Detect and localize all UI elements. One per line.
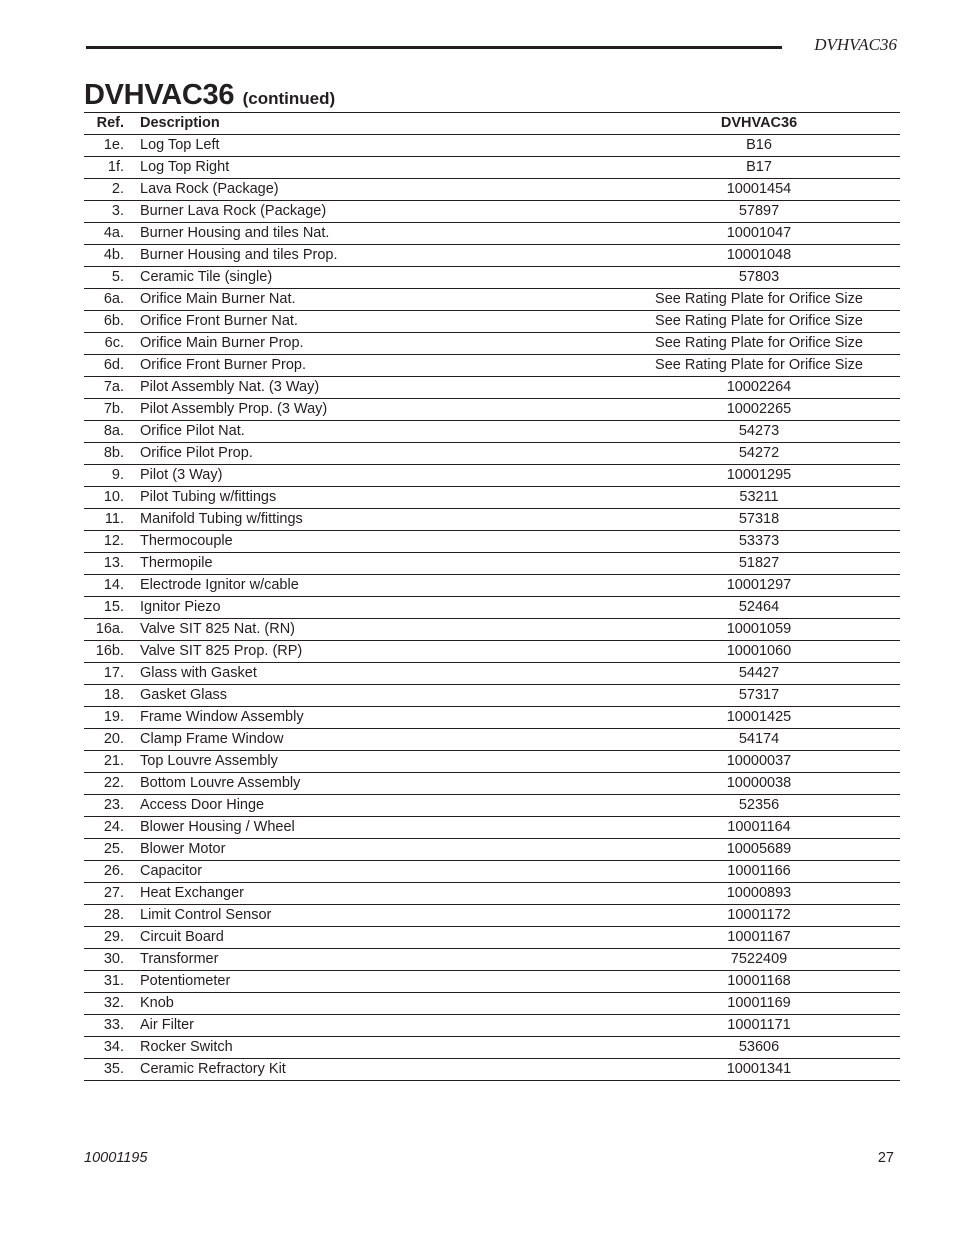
row-part-number: 53606 bbox=[618, 1037, 900, 1059]
row-ref: 25. bbox=[84, 839, 140, 861]
row-part-number: 7522409 bbox=[618, 949, 900, 971]
table-row bbox=[84, 355, 900, 377]
row-description: Blower Housing / Wheel bbox=[140, 817, 618, 839]
row-ref: 2. bbox=[84, 179, 140, 201]
row-ref: 1e. bbox=[84, 135, 140, 157]
row-description: Lava Rock (Package) bbox=[140, 179, 618, 201]
footer-page-number: 27 bbox=[877, 1150, 894, 1166]
table-row bbox=[84, 179, 900, 201]
row-description: Pilot Tubing w/fittings bbox=[140, 487, 618, 509]
row-part-number: 54427 bbox=[618, 663, 900, 685]
row-ref: 29. bbox=[84, 927, 140, 949]
row-ref: 31. bbox=[84, 971, 140, 993]
footer-doc-number: 10001195 bbox=[84, 1150, 148, 1166]
row-description: Access Door Hinge bbox=[140, 795, 618, 817]
row-ref: 8b. bbox=[84, 443, 140, 465]
row-part-number: See Rating Plate for Orifice Size bbox=[618, 333, 900, 355]
row-ref: 8a. bbox=[84, 421, 140, 443]
row-part-number: 53211 bbox=[618, 487, 900, 509]
row-description: Log Top Right bbox=[140, 157, 618, 179]
row-part-number: 10001059 bbox=[618, 619, 900, 641]
row-description: Pilot (3 Way) bbox=[140, 465, 618, 487]
row-ref: 7b. bbox=[84, 399, 140, 421]
row-part-number: 10001171 bbox=[618, 1015, 900, 1037]
row-description: Thermopile bbox=[140, 553, 618, 575]
title-sub: (continued) bbox=[242, 89, 336, 108]
row-ref: 34. bbox=[84, 1037, 140, 1059]
table-row bbox=[84, 905, 900, 927]
row-description: Valve SIT 825 Prop. (RP) bbox=[140, 641, 618, 663]
row-description: Ceramic Refractory Kit bbox=[140, 1059, 618, 1081]
row-ref: 6b. bbox=[84, 311, 140, 333]
row-description: Potentiometer bbox=[140, 971, 618, 993]
table-row bbox=[84, 883, 900, 905]
row-description: Valve SIT 825 Nat. (RN) bbox=[140, 619, 618, 641]
row-part-number: 10001172 bbox=[618, 905, 900, 927]
row-part-number: 10001060 bbox=[618, 641, 900, 663]
row-ref: 3. bbox=[84, 201, 140, 223]
table-row bbox=[84, 465, 900, 487]
table-row bbox=[84, 971, 900, 993]
row-ref: 22. bbox=[84, 773, 140, 795]
column-header-description: Description bbox=[140, 113, 618, 135]
row-ref: 9. bbox=[84, 465, 140, 487]
row-description: Log Top Left bbox=[140, 135, 618, 157]
row-description: Ceramic Tile (single) bbox=[140, 267, 618, 289]
row-part-number: 54273 bbox=[618, 421, 900, 443]
row-part-number: 10000037 bbox=[618, 751, 900, 773]
row-ref: 6a. bbox=[84, 289, 140, 311]
row-ref: 11. bbox=[84, 509, 140, 531]
table-row bbox=[84, 553, 900, 575]
row-description: Burner Lava Rock (Package) bbox=[140, 201, 618, 223]
row-part-number: 10005689 bbox=[618, 839, 900, 861]
table-row bbox=[84, 861, 900, 883]
row-ref: 17. bbox=[84, 663, 140, 685]
row-ref: 13. bbox=[84, 553, 140, 575]
table-row bbox=[84, 575, 900, 597]
row-part-number: 10001454 bbox=[618, 179, 900, 201]
table-row bbox=[84, 839, 900, 861]
table-row bbox=[84, 531, 900, 553]
row-part-number: 57318 bbox=[618, 509, 900, 531]
table-row bbox=[84, 795, 900, 817]
row-description: Manifold Tubing w/fittings bbox=[140, 509, 618, 531]
table-row bbox=[84, 223, 900, 245]
page-title bbox=[84, 79, 335, 112]
row-description: Top Louvre Assembly bbox=[140, 751, 618, 773]
row-ref: 32. bbox=[84, 993, 140, 1015]
parts-table bbox=[84, 112, 900, 1081]
row-description: Capacitor bbox=[140, 861, 618, 883]
table-row bbox=[84, 377, 900, 399]
column-header-ref: Ref. bbox=[84, 113, 140, 135]
row-ref: 35. bbox=[84, 1059, 140, 1081]
row-part-number: 57897 bbox=[618, 201, 900, 223]
row-description: Burner Housing and tiles Nat. bbox=[140, 223, 618, 245]
row-description: Gasket Glass bbox=[140, 685, 618, 707]
row-ref: 4a. bbox=[84, 223, 140, 245]
row-ref: 16b. bbox=[84, 641, 140, 663]
row-description: Blower Motor bbox=[140, 839, 618, 861]
row-description: Limit Control Sensor bbox=[140, 905, 618, 927]
row-ref: 6d. bbox=[84, 355, 140, 377]
table-row bbox=[84, 817, 900, 839]
row-description: Frame Window Assembly bbox=[140, 707, 618, 729]
running-head: DVHVAC36 bbox=[814, 35, 897, 54]
row-ref: 23. bbox=[84, 795, 140, 817]
row-ref: 21. bbox=[84, 751, 140, 773]
row-description: Orifice Main Burner Prop. bbox=[140, 333, 618, 355]
row-part-number: 53373 bbox=[618, 531, 900, 553]
table-row bbox=[84, 201, 900, 223]
table-row bbox=[84, 619, 900, 641]
row-ref: 18. bbox=[84, 685, 140, 707]
row-description: Transformer bbox=[140, 949, 618, 971]
row-ref: 20. bbox=[84, 729, 140, 751]
row-ref: 4b. bbox=[84, 245, 140, 267]
header-rule bbox=[86, 46, 782, 49]
table-row bbox=[84, 509, 900, 531]
parts-table-body bbox=[84, 135, 900, 1081]
row-ref: 5. bbox=[84, 267, 140, 289]
row-part-number: See Rating Plate for Orifice Size bbox=[618, 289, 900, 311]
table-row bbox=[84, 927, 900, 949]
row-description: Glass with Gasket bbox=[140, 663, 618, 685]
row-ref: 16a. bbox=[84, 619, 140, 641]
row-part-number: 52464 bbox=[618, 597, 900, 619]
row-ref: 10. bbox=[84, 487, 140, 509]
row-part-number: 54174 bbox=[618, 729, 900, 751]
row-part-number: 10001168 bbox=[618, 971, 900, 993]
table-row bbox=[84, 663, 900, 685]
row-part-number: 10001169 bbox=[618, 993, 900, 1015]
row-description: Knob bbox=[140, 993, 618, 1015]
table-row bbox=[84, 597, 900, 619]
row-part-number: 54272 bbox=[618, 443, 900, 465]
column-header-model: DVHVAC36 bbox=[618, 113, 900, 135]
table-row bbox=[84, 949, 900, 971]
row-part-number: 10001295 bbox=[618, 465, 900, 487]
table-row bbox=[84, 399, 900, 421]
row-part-number: 10001341 bbox=[618, 1059, 900, 1081]
table-row bbox=[84, 1037, 900, 1059]
row-part-number: 10001166 bbox=[618, 861, 900, 883]
row-ref: 27. bbox=[84, 883, 140, 905]
row-part-number: 10001048 bbox=[618, 245, 900, 267]
row-ref: 15. bbox=[84, 597, 140, 619]
row-description: Orifice Main Burner Nat. bbox=[140, 289, 618, 311]
row-part-number: B16 bbox=[618, 135, 900, 157]
row-description: Pilot Assembly Prop. (3 Way) bbox=[140, 399, 618, 421]
table-header-row bbox=[84, 113, 900, 135]
table-row bbox=[84, 685, 900, 707]
row-part-number: 52356 bbox=[618, 795, 900, 817]
row-ref: 33. bbox=[84, 1015, 140, 1037]
row-description: Air Filter bbox=[140, 1015, 618, 1037]
table-row bbox=[84, 311, 900, 333]
table-row bbox=[84, 707, 900, 729]
row-description: Orifice Pilot Prop. bbox=[140, 443, 618, 465]
row-part-number: 10000893 bbox=[618, 883, 900, 905]
title-main: DVHVAC36 bbox=[84, 79, 235, 111]
row-ref: 12. bbox=[84, 531, 140, 553]
row-part-number: See Rating Plate for Orifice Size bbox=[618, 355, 900, 377]
row-ref: 1f. bbox=[84, 157, 140, 179]
row-description: Orifice Front Burner Prop. bbox=[140, 355, 618, 377]
row-ref: 24. bbox=[84, 817, 140, 839]
table-row bbox=[84, 157, 900, 179]
row-description: Burner Housing and tiles Prop. bbox=[140, 245, 618, 267]
table-row bbox=[84, 245, 900, 267]
row-part-number: 10001297 bbox=[618, 575, 900, 597]
row-part-number: 10000038 bbox=[618, 773, 900, 795]
row-description: Ignitor Piezo bbox=[140, 597, 618, 619]
table-row bbox=[84, 993, 900, 1015]
table-row bbox=[84, 443, 900, 465]
row-description: Orifice Pilot Nat. bbox=[140, 421, 618, 443]
table-row bbox=[84, 135, 900, 157]
row-ref: 7a. bbox=[84, 377, 140, 399]
row-part-number: 10002264 bbox=[618, 377, 900, 399]
row-description: Thermocouple bbox=[140, 531, 618, 553]
table-row bbox=[84, 289, 900, 311]
row-description: Electrode Ignitor w/cable bbox=[140, 575, 618, 597]
row-part-number: 51827 bbox=[618, 553, 900, 575]
row-description: Pilot Assembly Nat. (3 Way) bbox=[140, 377, 618, 399]
row-description: Circuit Board bbox=[140, 927, 618, 949]
table-row bbox=[84, 1059, 900, 1081]
table-row bbox=[84, 773, 900, 795]
table-row bbox=[84, 421, 900, 443]
row-ref: 26. bbox=[84, 861, 140, 883]
row-part-number: See Rating Plate for Orifice Size bbox=[618, 311, 900, 333]
row-part-number: 57803 bbox=[618, 267, 900, 289]
table-row bbox=[84, 487, 900, 509]
row-ref: 14. bbox=[84, 575, 140, 597]
table-row bbox=[84, 641, 900, 663]
row-part-number: 10001167 bbox=[618, 927, 900, 949]
row-description: Clamp Frame Window bbox=[140, 729, 618, 751]
row-part-number: B17 bbox=[618, 157, 900, 179]
table-row bbox=[84, 267, 900, 289]
row-part-number: 10001047 bbox=[618, 223, 900, 245]
row-part-number: 10001425 bbox=[618, 707, 900, 729]
row-ref: 30. bbox=[84, 949, 140, 971]
row-part-number: 10002265 bbox=[618, 399, 900, 421]
row-part-number: 10001164 bbox=[618, 817, 900, 839]
row-description: Bottom Louvre Assembly bbox=[140, 773, 618, 795]
row-ref: 28. bbox=[84, 905, 140, 927]
row-description: Orifice Front Burner Nat. bbox=[140, 311, 618, 333]
table-row bbox=[84, 1015, 900, 1037]
row-part-number: 57317 bbox=[618, 685, 900, 707]
row-ref: 19. bbox=[84, 707, 140, 729]
table-row bbox=[84, 729, 900, 751]
row-description: Heat Exchanger bbox=[140, 883, 618, 905]
row-description: Rocker Switch bbox=[140, 1037, 618, 1059]
row-ref: 6c. bbox=[84, 333, 140, 355]
table-row bbox=[84, 751, 900, 773]
table-row bbox=[84, 333, 900, 355]
